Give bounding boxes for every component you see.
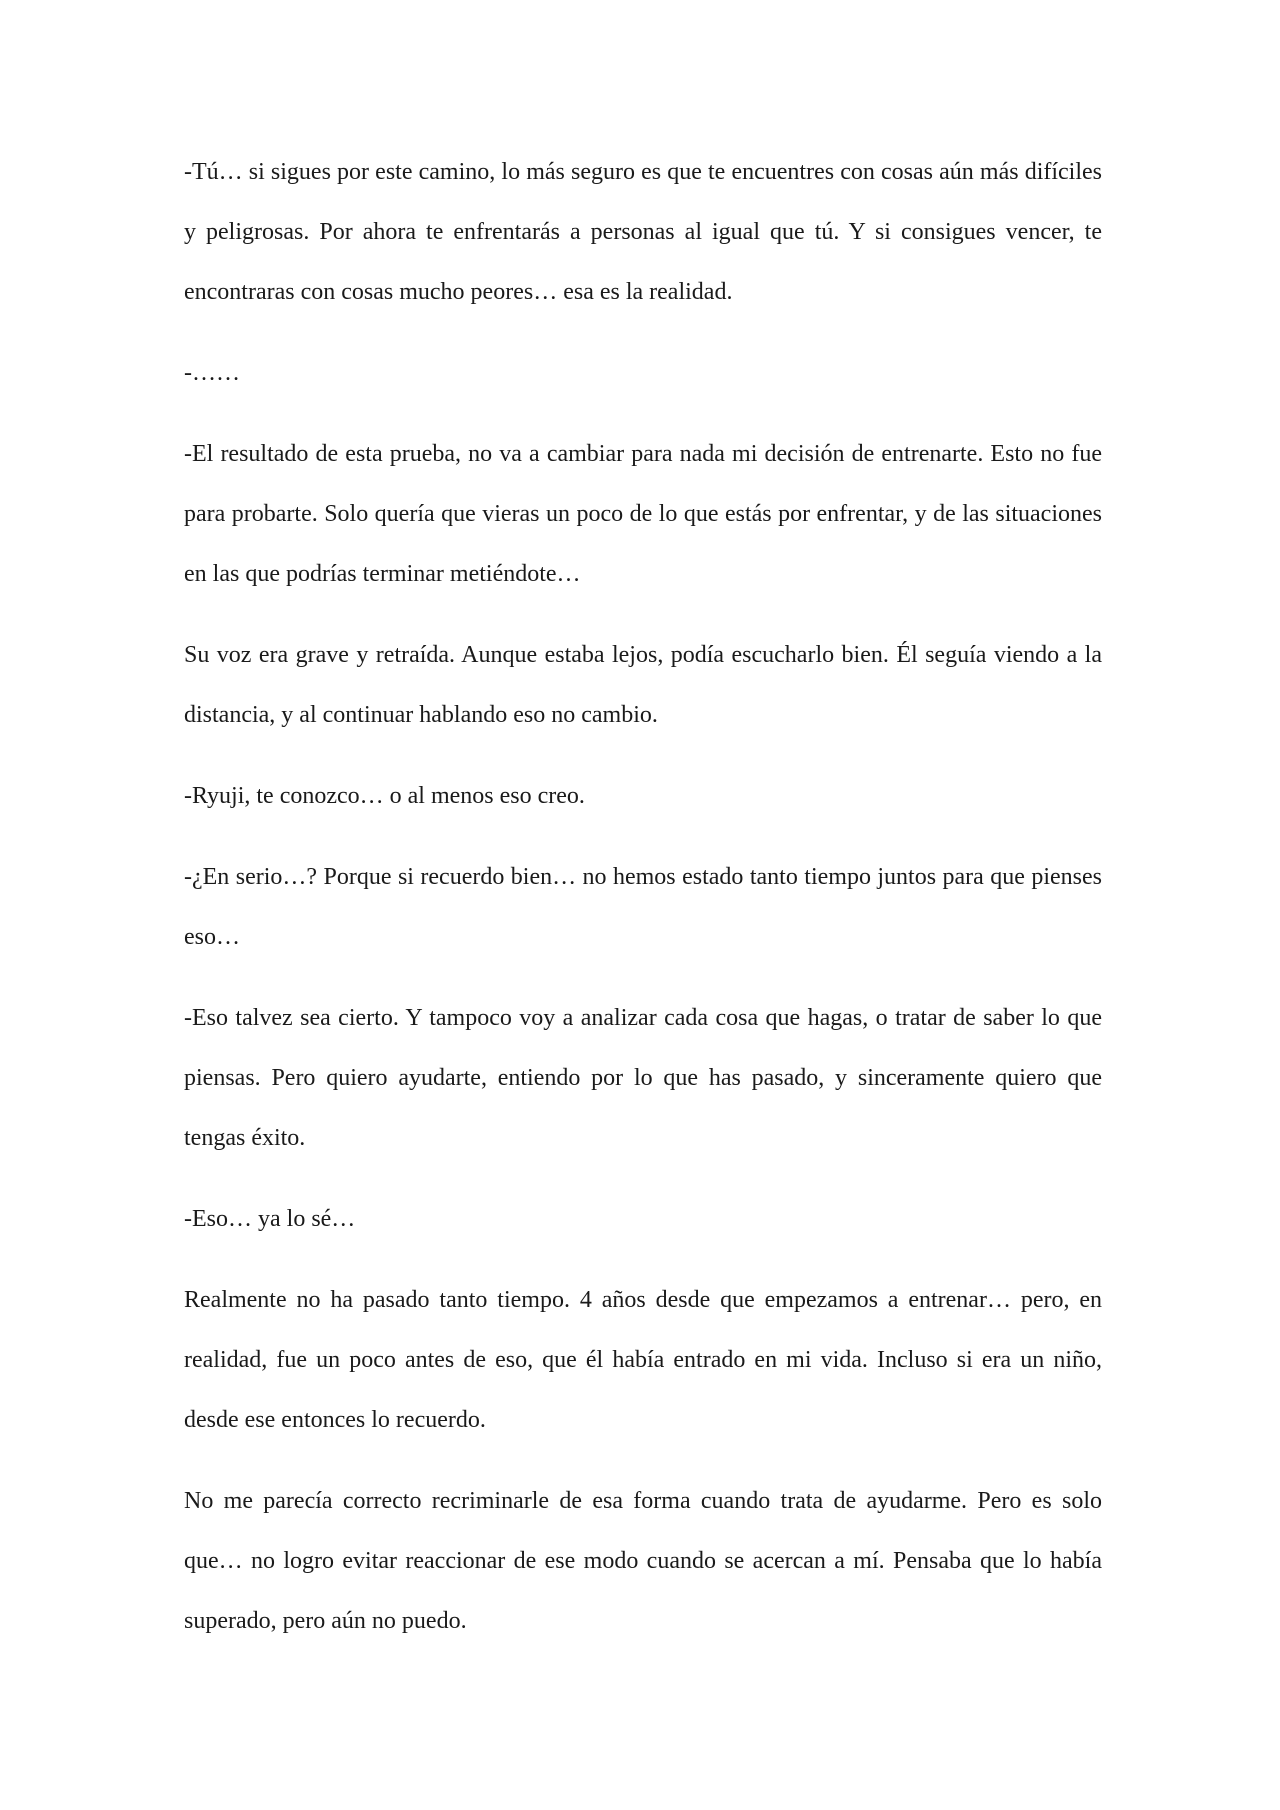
- paragraph-2: -……: [184, 360, 240, 386]
- paragraph-9: Realmente no ha pasado tanto tiempo. 4 años desde que empezamos a entrenar… pero, en realidad, fue un poco antes de eso, que él había entrado en mi vida. Incluso si era un niño, desde ese entonces lo recuerdo.: [184, 1287, 1102, 1433]
- paragraph-4: Su voz era grave y retraída. Aunque estaba lejos, podía escucharlo bien. Él seguía viendo a la distancia, y al continuar hablando eso no cambio.: [184, 642, 1102, 728]
- paragraph-6: -¿En serio…? Porque si recuerdo bien… no hemos estado tanto tiempo juntos para que pienses eso…: [184, 864, 1102, 950]
- paragraph-8: -Eso… ya lo sé…: [184, 1206, 356, 1232]
- paragraph-1: -Tú… si sigues por este camino, lo más seguro es que te encuentres con cosas aún más difíciles y peligrosas. Por ahora te enfrentarás a personas al igual que tú. Y si consigues vencer, te encontraras con cosas mucho peores… esa es la realidad.: [184, 159, 1102, 305]
- document-body: [184, 142, 1102, 1672]
- paragraph-5: -Ryuji, te conozco… o al menos eso creo.: [184, 783, 585, 809]
- paragraph-7: -Eso talvez sea cierto. Y tampoco voy a analizar cada cosa que hagas, o tratar de saber lo que piensas. Pero quiero ayudarte, entiendo por lo que has pasado, y sinceramente quiero que tengas éxito.: [184, 1005, 1102, 1151]
- paragraph-3: -El resultado de esta prueba, no va a cambiar para nada mi decisión de entrenarte. Esto no fue para probarte. Solo quería que vieras un poco de lo que estás por enfrentar, y de las situaciones en las que podrías terminar metiéndote…: [184, 441, 1102, 587]
- paragraph-10: No me parecía correcto recriminarle de esa forma cuando trata de ayudarme. Pero es solo que… no logro evitar reaccionar de ese modo cuando se acercan a mí. Pensaba que lo había superado, pero aún no puedo.: [184, 1488, 1102, 1634]
